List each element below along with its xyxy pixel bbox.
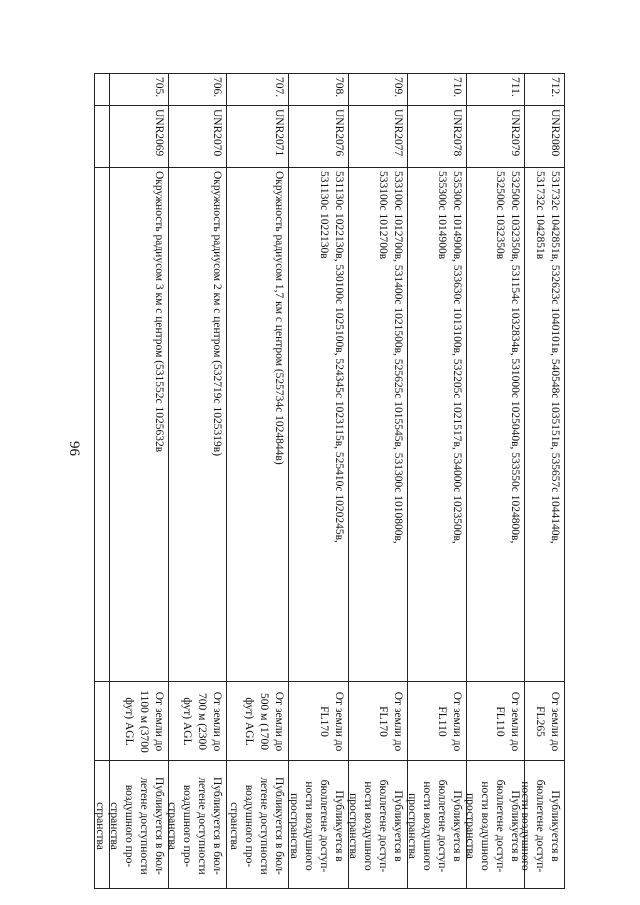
- zone-code: UNR2076: [333, 109, 345, 157]
- zone-description: Окружность радиусом 3 км с центром (531552с 1025632в: [153, 171, 165, 453]
- zone-description: 532500с 1032350в, 531154с 1032834в, 531000с 1025040в, 533550с 1024800в, 532500с 1032350в: [494, 171, 521, 544]
- header-num-cell: [95, 74, 109, 105]
- header-status-text: странства: [94, 802, 106, 850]
- zone-code: UNR2080: [549, 109, 561, 157]
- row-number: 710.: [451, 77, 463, 98]
- table-row: [288, 74, 348, 888]
- zone-code: UNR2069: [153, 109, 165, 157]
- zone-altitude: От земли до FL110: [494, 691, 521, 752]
- zone-description: 531130с 1022130в, 530100с 1025100в, 524345с 1023115в, 525410с 1020245в, 531130с 1022130в: [318, 171, 345, 543]
- zone-status: Публикуется в бюллетене доступ- ности воздушного пространства: [288, 779, 345, 873]
- row-number: 712.: [549, 77, 561, 98]
- zone-code: UNR2077: [392, 109, 404, 157]
- zone-altitude: От земли до 500 м (1700 фут) AGL: [243, 691, 285, 752]
- zone-altitude: От земли до FL265: [534, 691, 561, 752]
- row-number: 706.: [211, 77, 223, 98]
- zone-description: Окружность радиусом 2 км с центром (532719с 1025319в): [211, 171, 223, 457]
- zone-status: Публикуется в бюллетене доступ- ности воздушного пространства: [347, 779, 404, 873]
- zone-status: Публикуется в бюллетене доступ- ности воздушного пространства: [464, 779, 521, 873]
- zone-code: UNR2079: [509, 109, 521, 157]
- row-number: 709.: [392, 77, 404, 98]
- zone-status: Публикуется в бюл- летене доступности воздушного про- странства: [166, 777, 223, 875]
- table-row: [109, 74, 168, 888]
- table-row: [519, 74, 564, 888]
- table-row: [348, 74, 407, 888]
- zone-description: 533100с 1012700в, 531400с 1021500в, 525625с 1015545в, 531300с 1010800в, 533100с 1012700в: [377, 171, 404, 544]
- header-altitude-cell: [95, 681, 109, 760]
- airspace-table: [94, 73, 565, 889]
- row-number: 705.: [153, 77, 165, 98]
- zone-description: Окружность радиусом 1,7 км с центром (525734с 1024844в): [273, 171, 285, 465]
- header-description-cell: [95, 167, 109, 681]
- zone-altitude: От земли до 1100 м (3700 фут) AGL: [123, 690, 165, 753]
- zone-status: Публикуется в бюл- летене доступности воздушного про- странства: [108, 777, 165, 875]
- row-number: 708.: [333, 77, 345, 98]
- zone-status: Публикуется в бюл- летене доступности воздушного про- странства: [228, 777, 285, 875]
- zone-altitude: От земли до 700 м (2300 фут) AGL: [181, 691, 223, 752]
- header-code-cell: [95, 105, 109, 167]
- zone-altitude: От земли до FL110: [436, 691, 463, 752]
- row-number: 707.: [273, 77, 285, 98]
- zone-status: Публикуется в бюллетене доступ- ности воздушного пространства: [406, 779, 463, 873]
- zone-altitude: От земли до FL170: [377, 691, 404, 752]
- zone-description: 535300с 1014900в, 533630с 1013100в, 532205с 1021517в, 534000с 1023500в, 535300с 1014900в: [436, 171, 463, 544]
- zone-code: UNR2071: [273, 109, 285, 157]
- zone-code: UNR2078: [451, 109, 463, 157]
- zone-description: 531732с 1042851в, 532623с 1040101в, 540548с 1035151в, 535657с 1044140в, 531732с 1042851в: [534, 171, 561, 544]
- page-number: 96: [66, 441, 82, 456]
- zone-code: UNR2070: [211, 109, 223, 157]
- table-row: [226, 74, 288, 888]
- table-row: [407, 74, 466, 888]
- zone-status: Публикуется в бюллетене доступ- ности воздушного: [519, 779, 561, 873]
- row-number: 711.: [509, 77, 521, 97]
- zone-altitude: От земли до FL170: [318, 691, 345, 752]
- table-row: [168, 74, 226, 888]
